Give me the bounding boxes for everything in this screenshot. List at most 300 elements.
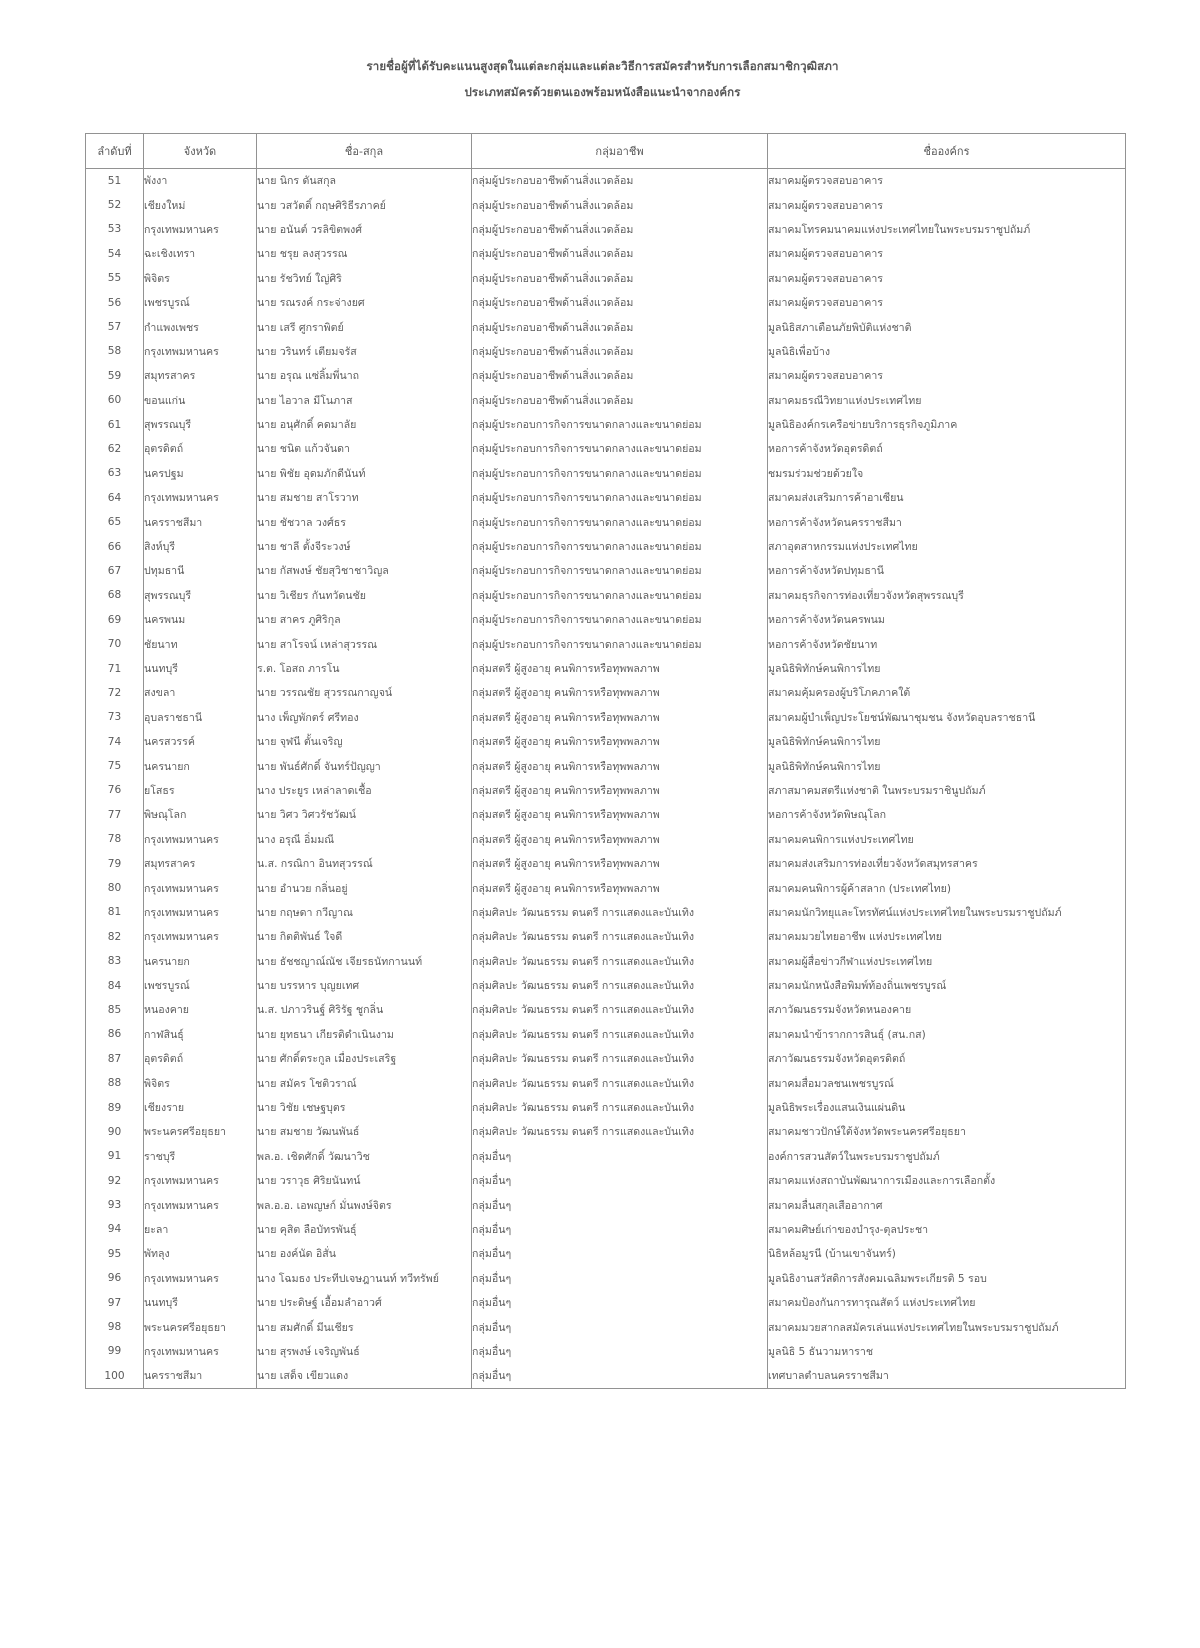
cell-name: นาย วรรณชัย สุวรรณกาญจน์ [257, 681, 472, 705]
cell-name: นาย สมชาย สาโรวาท [257, 486, 472, 510]
table-row [86, 1339, 1126, 1363]
table-row [86, 608, 1126, 632]
cell-province: นครนายก [144, 949, 257, 973]
cell-name: นาย ธัชชญาณ์ณัช เจียรธนัทกานนท์ [257, 949, 472, 973]
cell-occupation: กลุ่มอื่นๆ [472, 1266, 768, 1290]
cell-province: อุตรดิตถ์ [144, 437, 257, 461]
cell-province: สมุทรสาคร [144, 364, 257, 388]
cell-occupation: กลุ่มผู้ประกอบการกิจการขนาดกลางและขนาดย่อม [472, 608, 768, 632]
cell-province: กรุงเทพมหานคร [144, 217, 257, 241]
cell-province: นครพนม [144, 608, 257, 632]
cell-province: สมุทรสาคร [144, 851, 257, 875]
cell-organization: สภาอุตสาหกรรมแห่งประเทศไทย [768, 534, 1126, 558]
table-row [86, 851, 1126, 875]
cell-organization: สมาคมสื่อมวลชนเพชรบูรณ์ [768, 1071, 1126, 1095]
table-row [86, 1315, 1126, 1339]
cell-province: กำแพงเพชร [144, 315, 257, 339]
cell-occupation: กลุ่มผู้ประกอบอาชีพด้านสิ่งแวดล้อม [472, 217, 768, 241]
cell-province: พระนครศรีอยุธยา [144, 1120, 257, 1144]
cell-province: พิจิตร [144, 1071, 257, 1095]
cell-occupation: กลุ่มสตรี ผู้สูงอายุ คนพิการหรือทุพพลภาพ [472, 754, 768, 778]
cell-no: 99 [86, 1339, 144, 1363]
table-row [86, 315, 1126, 339]
cell-name: นาย เสด็จ เขียวแดง [257, 1364, 472, 1389]
cell-no: 89 [86, 1095, 144, 1119]
table-row [86, 437, 1126, 461]
cell-province: นครราชสีมา [144, 1364, 257, 1389]
table-row [86, 754, 1126, 778]
cell-organization: สภาวัฒนธรรมจังหวัดหนองคาย [768, 998, 1126, 1022]
cell-organization: สมาคมผู้ตรวจสอบอาคาร [768, 242, 1126, 266]
cell-name: นาย เสรี ศูกราพิตย์ [257, 315, 472, 339]
cell-organization: สมาคมมวยสากลสมัครเล่นแห่งประเทศไทยในพระบรมราชูปถัมภ์ [768, 1315, 1126, 1339]
cell-occupation: กลุ่มสตรี ผู้สูงอายุ คนพิการหรือทุพพลภาพ [472, 778, 768, 802]
cell-occupation: กลุ่มอื่นๆ [472, 1144, 768, 1168]
column-header-name: ชื่อ-สกุล [257, 133, 472, 168]
cell-no: 55 [86, 266, 144, 290]
cell-no: 54 [86, 242, 144, 266]
cell-occupation: กลุ่มอื่นๆ [472, 1242, 768, 1266]
cell-name: นาย วิชัย เชษฐบุตร [257, 1095, 472, 1119]
cell-no: 92 [86, 1169, 144, 1193]
cell-organization: สมาคมผู้สื่อข่าวกีฬาแห่งประเทศไทย [768, 949, 1126, 973]
cell-organization: มูลนิธิองค์กรเครือข่ายบริการธุรกิจภูมิภาค [768, 412, 1126, 436]
cell-province: นครสวรรค์ [144, 729, 257, 753]
cell-province: กรุงเทพมหานคร [144, 827, 257, 851]
cell-name: นาย อนันต์ วรลิขิตพงศ์ [257, 217, 472, 241]
cell-province: ยะลา [144, 1217, 257, 1241]
table-header-row [86, 133, 1126, 168]
cell-organization: สมาคมผู้ตรวจสอบอาคาร [768, 290, 1126, 314]
table-row [86, 632, 1126, 656]
cell-name: นาย กฤษดา กวีญาณ [257, 900, 472, 924]
cell-no: 100 [86, 1364, 144, 1389]
cell-province: อุตรดิตถ์ [144, 1047, 257, 1071]
cell-province: กรุงเทพมหานคร [144, 876, 257, 900]
cell-no: 52 [86, 193, 144, 217]
cell-name: นาย ประดิษฐ์ เอื้อมลำอาวศ์ [257, 1290, 472, 1314]
cell-no: 97 [86, 1290, 144, 1314]
table-row [86, 681, 1126, 705]
cell-occupation: กลุ่มผู้ประกอบอาชีพด้านสิ่งแวดล้อม [472, 388, 768, 412]
table-header [86, 133, 1126, 168]
cell-organization: ชมรมร่วมช่วยด้วยใจ [768, 461, 1126, 485]
cell-no: 53 [86, 217, 144, 241]
cell-province: ชัยนาท [144, 632, 257, 656]
cell-no: 79 [86, 851, 144, 875]
table-row [86, 925, 1126, 949]
cell-province: กรุงเทพมหานคร [144, 1339, 257, 1363]
cell-name: นาย บรรหาร บุญยเทศ [257, 973, 472, 997]
cell-province: สิงห์บุรี [144, 534, 257, 558]
cell-province: กรุงเทพมหานคร [144, 486, 257, 510]
cell-no: 85 [86, 998, 144, 1022]
cell-organization: สมาคมผู้ตรวจสอบอาคาร [768, 266, 1126, 290]
candidates-table [85, 133, 1126, 1390]
cell-organization: สมาคมชาวปักษ์ใต้จังหวัดพระนครศรีอยุธยา [768, 1120, 1126, 1144]
cell-name: นาย คุสิต ลือบัทรพันธุ์ [257, 1217, 472, 1241]
cell-province: ยโสธร [144, 778, 257, 802]
cell-occupation: กลุ่มศิลปะ วัฒนธรรม ดนตรี การแสดงและบันเทิง [472, 1047, 768, 1071]
cell-name: นาย องค์นัด อิสั่น [257, 1242, 472, 1266]
cell-name: นาย สุรพงษ์ เจริญพันธ์ [257, 1339, 472, 1363]
cell-name: นาย วรินทร์ เตียมจรัส [257, 339, 472, 363]
cell-organization: มูลนิธิงานสวัสดิการสังคมเฉลิมพระเกียรติ 5 รอบ [768, 1266, 1126, 1290]
table-row [86, 559, 1126, 583]
table-row [86, 900, 1126, 924]
cell-no: 63 [86, 461, 144, 485]
cell-occupation: กลุ่มสตรี ผู้สูงอายุ คนพิการหรือทุพพลภาพ [472, 803, 768, 827]
table-row [86, 998, 1126, 1022]
page-title [85, 58, 1120, 102]
cell-no: 59 [86, 364, 144, 388]
cell-organization: สมาคมผู้ตรวจสอบอาคาร [768, 193, 1126, 217]
cell-occupation: กลุ่มผู้ประกอบอาชีพด้านสิ่งแวดล้อม [472, 266, 768, 290]
cell-no: 96 [86, 1266, 144, 1290]
cell-province: นนทบุรี [144, 1290, 257, 1314]
cell-no: 80 [86, 876, 144, 900]
cell-occupation: กลุ่มสตรี ผู้สูงอายุ คนพิการหรือทุพพลภาพ [472, 705, 768, 729]
table-row [86, 290, 1126, 314]
cell-organization: สมาคมคนพิการแห่งประเทศไทย [768, 827, 1126, 851]
cell-province: หนองคาย [144, 998, 257, 1022]
cell-occupation: กลุ่มผู้ประกอบอาชีพด้านสิ่งแวดล้อม [472, 168, 768, 193]
cell-no: 71 [86, 656, 144, 680]
table-body [86, 168, 1126, 1389]
cell-name: นาย ชัชวาล วงศ์ธร [257, 510, 472, 534]
cell-organization: หอการค้าจังหวัดนครราชสีมา [768, 510, 1126, 534]
cell-name: ร.ต. โอสถ ภารโน [257, 656, 472, 680]
cell-organization: มูลนิธิพิทักษ์คนพิการไทย [768, 754, 1126, 778]
cell-no: 69 [86, 608, 144, 632]
cell-organization: หอการค้าจังหวัดอุตรดิตถ์ [768, 437, 1126, 461]
cell-occupation: กลุ่มผู้ประกอบอาชีพด้านสิ่งแวดล้อม [472, 315, 768, 339]
table-row [86, 1364, 1126, 1389]
cell-occupation: กลุ่มผู้ประกอบการกิจการขนาดกลางและขนาดย่อม [472, 486, 768, 510]
table-row [86, 583, 1126, 607]
cell-province: กรุงเทพมหานคร [144, 1169, 257, 1193]
cell-no: 75 [86, 754, 144, 778]
cell-organization: สมาคมธรณีวิทยาแห่งประเทศไทย [768, 388, 1126, 412]
cell-no: 68 [86, 583, 144, 607]
cell-organization: หอการค้าจังหวัดปทุมธานี [768, 559, 1126, 583]
cell-name: นาย วิเชียร กันทวัดนชัย [257, 583, 472, 607]
table-row [86, 193, 1126, 217]
cell-occupation: กลุ่มศิลปะ วัฒนธรรม ดนตรี การแสดงและบันเทิง [472, 1120, 768, 1144]
cell-name: น.ส. กรณิกา อินทสุวรรณ์ [257, 851, 472, 875]
cell-no: 93 [86, 1193, 144, 1217]
cell-province: เชียงราย [144, 1095, 257, 1119]
table-row [86, 778, 1126, 802]
table-row [86, 1169, 1126, 1193]
cell-occupation: กลุ่มสตรี ผู้สูงอายุ คนพิการหรือทุพพลภาพ [472, 681, 768, 705]
cell-no: 66 [86, 534, 144, 558]
column-header-no: ลำดับที่ [86, 133, 144, 168]
cell-no: 87 [86, 1047, 144, 1071]
cell-organization: สมาคมผู้ตรวจสอบอาคาร [768, 168, 1126, 193]
cell-province: นครปฐม [144, 461, 257, 485]
cell-occupation: กลุ่มผู้ประกอบการกิจการขนาดกลางและขนาดย่อม [472, 461, 768, 485]
cell-name: นาย วิศว วิศวรัชวัฒน์ [257, 803, 472, 827]
cell-organization: มูลนิธิสภาเตือนภัยพิบัติแห่งชาติ [768, 315, 1126, 339]
page-title-line1: รายชื่อผู้ที่ได้รับคะแนนสูงสุดในแต่ละกลุ่มและแต่ละวิธีการสมัครสำหรับการเลือกสมาชิกวุฒิสภา [366, 59, 839, 73]
cell-name: นาย อนุศักดิ์ คดมาลัย [257, 412, 472, 436]
table-row [86, 510, 1126, 534]
table-row [86, 1266, 1126, 1290]
cell-province: พิษณุโลก [144, 803, 257, 827]
cell-occupation: กลุ่มศิลปะ วัฒนธรรม ดนตรี การแสดงและบันเทิง [472, 1095, 768, 1119]
cell-occupation: กลุ่มศิลปะ วัฒนธรรม ดนตรี การแสดงและบันเทิง [472, 900, 768, 924]
cell-occupation: กลุ่มศิลปะ วัฒนธรรม ดนตรี การแสดงและบันเทิง [472, 925, 768, 949]
cell-province: เพชรบูรณ์ [144, 973, 257, 997]
table-row [86, 973, 1126, 997]
table-row [86, 1071, 1126, 1095]
cell-name: นาย อรุณ แซ่ลิ้มพี่นาถ [257, 364, 472, 388]
cell-occupation: กลุ่มอื่นๆ [472, 1364, 768, 1389]
cell-occupation: กลุ่มอื่นๆ [472, 1290, 768, 1314]
cell-organization: สภาสมาคมสตรีแห่งชาติ ในพระบรมราชินูปถัมภ์ [768, 778, 1126, 802]
cell-name: นาย จุฬนี ตั้นเจริญ [257, 729, 472, 753]
cell-no: 73 [86, 705, 144, 729]
cell-no: 91 [86, 1144, 144, 1168]
table-row [86, 729, 1126, 753]
table-row [86, 168, 1126, 193]
cell-occupation: กลุ่มผู้ประกอบอาชีพด้านสิ่งแวดล้อม [472, 339, 768, 363]
cell-name: นาง เพ็ญพักตร์ ศรีทอง [257, 705, 472, 729]
column-header-province: จังหวัด [144, 133, 257, 168]
cell-organization: สมาคมนำข้ารากการสินธุ์ (สน.กส) [768, 1022, 1126, 1046]
cell-occupation: กลุ่มศิลปะ วัฒนธรรม ดนตรี การแสดงและบันเทิง [472, 973, 768, 997]
cell-occupation: กลุ่มศิลปะ วัฒนธรรม ดนตรี การแสดงและบันเทิง [472, 1071, 768, 1095]
cell-occupation: กลุ่มอื่นๆ [472, 1217, 768, 1241]
cell-name: นาย พันธ์ศักดิ์ จันทร์ปัญญา [257, 754, 472, 778]
cell-organization: สมาคมลื่นสกุลเสืออากาศ [768, 1193, 1126, 1217]
cell-occupation: กลุ่มสตรี ผู้สูงอายุ คนพิการหรือทุพพลภาพ [472, 876, 768, 900]
table-row [86, 1193, 1126, 1217]
cell-province: ขอนแก่น [144, 388, 257, 412]
cell-name: นาย สมชาย วัฒนพันธ์ [257, 1120, 472, 1144]
cell-occupation: กลุ่มผู้ประกอบการกิจการขนาดกลางและขนาดย่อม [472, 583, 768, 607]
cell-organization: สมาคมโทรคมนาคมแห่งประเทศไทยในพระบรมราชูปถัมภ์ [768, 217, 1126, 241]
cell-name: นาย สาคร ภูศิริกุล [257, 608, 472, 632]
cell-no: 90 [86, 1120, 144, 1144]
cell-name: นาย พิชัย อุดมภักดีนันท์ [257, 461, 472, 485]
table-row [86, 1290, 1126, 1314]
table-row [86, 364, 1126, 388]
cell-name: นาย สาโรจน์ เหล่าสุวรรณ [257, 632, 472, 656]
cell-name: นาย สมศักดิ์ มีนเชียร [257, 1315, 472, 1339]
cell-organization: สมาคมผู้บำเพ็ญประโยชน์พัฒนาชุมชน จังหวัดอุบลราชธานี [768, 705, 1126, 729]
cell-occupation: กลุ่มอื่นๆ [472, 1169, 768, 1193]
table-row [86, 876, 1126, 900]
column-header-occupation: กลุ่มอาชีพ [472, 133, 768, 168]
cell-no: 51 [86, 168, 144, 193]
cell-no: 86 [86, 1022, 144, 1046]
cell-name: นาย ไอวาล มีโนภาส [257, 388, 472, 412]
cell-province: เพชรบูรณ์ [144, 290, 257, 314]
cell-occupation: กลุ่มผู้ประกอบการกิจการขนาดกลางและขนาดย่อม [472, 559, 768, 583]
cell-no: 64 [86, 486, 144, 510]
table-row [86, 486, 1126, 510]
cell-organization: นิธิหล้อมูรนี (บ้านเขาจันทร์) [768, 1242, 1126, 1266]
cell-no: 76 [86, 778, 144, 802]
table-row [86, 656, 1126, 680]
cell-no: 74 [86, 729, 144, 753]
cell-organization: มูลนิธิพิทักษ์คนพิการไทย [768, 729, 1126, 753]
cell-province: กรุงเทพมหานคร [144, 339, 257, 363]
cell-organization: เทศบาลตำบลนครราชสีมา [768, 1364, 1126, 1389]
cell-province: สงขลา [144, 681, 257, 705]
cell-occupation: กลุ่มศิลปะ วัฒนธรรม ดนตรี การแสดงและบันเทิง [472, 1022, 768, 1046]
cell-organization: สมาคมส่งเสริมการท่องเที่ยวจังหวัดสมุทรสาคร [768, 851, 1126, 875]
cell-organization: สมาคมแห่งสถาบันพัฒนาการเมืองและการเลือกตั้ง [768, 1169, 1126, 1193]
cell-name: นาย ชาลี ตั้งจีระวงษ์ [257, 534, 472, 558]
table-row [86, 1120, 1126, 1144]
table-row [86, 1217, 1126, 1241]
cell-no: 98 [86, 1315, 144, 1339]
cell-name: นาย สมัคร โชติวราณ์ [257, 1071, 472, 1095]
cell-no: 67 [86, 559, 144, 583]
cell-no: 58 [86, 339, 144, 363]
cell-province: พระนครศรีอยุธยา [144, 1315, 257, 1339]
cell-name: นาง โฉมธง ประทีปเจษฎานนท์ ทวีทรัพย์ [257, 1266, 472, 1290]
cell-name: พล.อ.อ. เอพญษก์ มั่นพงษ์จิตร [257, 1193, 472, 1217]
cell-occupation: กลุ่มผู้ประกอบการกิจการขนาดกลางและขนาดย่อม [472, 510, 768, 534]
cell-organization: องค์การสวนสัตว์ในพระบรมราชูปถัมภ์ [768, 1144, 1126, 1168]
cell-organization: สมาคมคนพิการผู้ค้าสลาก (ประเทศไทย) [768, 876, 1126, 900]
cell-province: กรุงเทพมหานคร [144, 900, 257, 924]
cell-no: 57 [86, 315, 144, 339]
cell-province: ปทุมธานี [144, 559, 257, 583]
cell-organization: สมาคมมวยไทยอาชีพ แห่งประเทศไทย [768, 925, 1126, 949]
cell-name: นาย ยุทธนา เกียรติดำเนินงาม [257, 1022, 472, 1046]
table-row [86, 534, 1126, 558]
cell-occupation: กลุ่มสตรี ผู้สูงอายุ คนพิการหรือทุพพลภาพ [472, 851, 768, 875]
cell-occupation: กลุ่มอื่นๆ [472, 1315, 768, 1339]
cell-name: พล.อ. เชิดศักดิ์ วัฒนาวิช [257, 1144, 472, 1168]
cell-name: นาย ชรุย ลงสุวรรณ [257, 242, 472, 266]
cell-no: 94 [86, 1217, 144, 1241]
cell-province: นนทบุรี [144, 656, 257, 680]
cell-occupation: กลุ่มผู้ประกอบอาชีพด้านสิ่งแวดล้อม [472, 290, 768, 314]
cell-name: นาง อรุณี อิ่มมณี [257, 827, 472, 851]
cell-no: 88 [86, 1071, 144, 1095]
cell-province: กาฬสินธุ์ [144, 1022, 257, 1046]
cell-name: นาย กิตติพันธ์ ใจดี [257, 925, 472, 949]
cell-name: นาง ประยูร เหล่าลาดเชื้อ [257, 778, 472, 802]
cell-occupation: กลุ่มสตรี ผู้สูงอายุ คนพิการหรือทุพพลภาพ [472, 827, 768, 851]
cell-province: เชียงใหม่ [144, 193, 257, 217]
cell-occupation: กลุ่มผู้ประกอบอาชีพด้านสิ่งแวดล้อม [472, 364, 768, 388]
cell-organization: หอการค้าจังหวัดพิษณุโลก [768, 803, 1126, 827]
cell-organization: มูลนิธิเพื่อบ้าง [768, 339, 1126, 363]
cell-no: 62 [86, 437, 144, 461]
cell-province: สุพรรณบุรี [144, 412, 257, 436]
table-row [86, 461, 1126, 485]
cell-name: นาย ชนิต แก้วจันดา [257, 437, 472, 461]
cell-occupation: กลุ่มศิลปะ วัฒนธรรม ดนตรี การแสดงและบันเทิง [472, 949, 768, 973]
cell-province: นครนายก [144, 754, 257, 778]
cell-occupation: กลุ่มผู้ประกอบการกิจการขนาดกลางและขนาดย่อม [472, 632, 768, 656]
cell-organization: สมาคมผู้ตรวจสอบอาคาร [768, 364, 1126, 388]
cell-province: กรุงเทพมหานคร [144, 1266, 257, 1290]
cell-name: น.ส. ปภาวรินฐ์ ศิริรัฐ ชูกลิ่น [257, 998, 472, 1022]
cell-organization: สมาคมนักวิทยุและโทรทัศน์แห่งประเทศไทยในพระบรมราชูปถัมภ์ [768, 900, 1126, 924]
table-row [86, 1095, 1126, 1119]
cell-no: 65 [86, 510, 144, 534]
cell-name: นาย นิกร ดันสกุล [257, 168, 472, 193]
cell-no: 77 [86, 803, 144, 827]
cell-no: 56 [86, 290, 144, 314]
table-row [86, 1242, 1126, 1266]
page-title-line2: ประเภทสมัครด้วยตนเองพร้อมหนังสือแนะนำจากองค์กร [464, 85, 741, 100]
cell-province: พังงา [144, 168, 257, 193]
cell-name: นาย รัชวิทย์ ใญ่ศิริ [257, 266, 472, 290]
cell-province: กรุงเทพมหานคร [144, 1193, 257, 1217]
cell-name: นาย อำนวย กลิ่นอยู่ [257, 876, 472, 900]
cell-occupation: กลุ่มศิลปะ วัฒนธรรม ดนตรี การแสดงและบันเทิง [472, 998, 768, 1022]
cell-organization: สมาคมคุ้มครองผู้บริโภคภาคใต้ [768, 681, 1126, 705]
cell-no: 72 [86, 681, 144, 705]
cell-name: นาย วสวัตติ์ กฤษศิริธีรภาคย์ [257, 193, 472, 217]
cell-occupation: กลุ่มผู้ประกอบการกิจการขนาดกลางและขนาดย่อม [472, 534, 768, 558]
table-row [86, 217, 1126, 241]
cell-organization: สมาคมป้องกันการทารุณสัตว์ แห่งประเทศไทย [768, 1290, 1126, 1314]
cell-occupation: กลุ่มอื่นๆ [472, 1339, 768, 1363]
cell-province: กรุงเทพมหานคร [144, 925, 257, 949]
cell-occupation: กลุ่มสตรี ผู้สูงอายุ คนพิการหรือทุพพลภาพ [472, 729, 768, 753]
cell-organization: สมาคมศิษย์เก่าของบำรุง-ตุลประชา [768, 1217, 1126, 1241]
table-row [86, 1047, 1126, 1071]
cell-no: 82 [86, 925, 144, 949]
cell-province: พิจิตร [144, 266, 257, 290]
cell-province: ราชบุรี [144, 1144, 257, 1168]
cell-organization: สมาคมธุรกิจการท่องเที่ยวจังหวัดสุพรรณบุรี [768, 583, 1126, 607]
cell-no: 95 [86, 1242, 144, 1266]
cell-occupation: กลุ่มผู้ประกอบอาชีพด้านสิ่งแวดล้อม [472, 242, 768, 266]
cell-name: นาย ศักดิ์ตระกูล เมื่องประเสริฐ [257, 1047, 472, 1071]
cell-name: นาย กัสพงษ์ ชัยสุวิชาชาวิญล [257, 559, 472, 583]
table-row [86, 388, 1126, 412]
cell-organization: มูลนิธิพิทักษ์คนพิการไทย [768, 656, 1126, 680]
cell-occupation: กลุ่มอื่นๆ [472, 1193, 768, 1217]
cell-no: 81 [86, 900, 144, 924]
cell-occupation: กลุ่มสตรี ผู้สูงอายุ คนพิการหรือทุพพลภาพ [472, 656, 768, 680]
cell-name: นาย รณรงค์ กระจ่างยศ [257, 290, 472, 314]
cell-province: ฉะเชิงเทรา [144, 242, 257, 266]
table-row [86, 339, 1126, 363]
table-row [86, 949, 1126, 973]
table-row [86, 412, 1126, 436]
cell-name: นาย วราวุธ ศิริยนันทน์ [257, 1169, 472, 1193]
cell-province: พัทลุง [144, 1242, 257, 1266]
cell-province: นครราชสีมา [144, 510, 257, 534]
table-row [86, 266, 1126, 290]
cell-province: สุพรรณบุรี [144, 583, 257, 607]
cell-no: 70 [86, 632, 144, 656]
table-row [86, 827, 1126, 851]
cell-no: 78 [86, 827, 144, 851]
cell-occupation: กลุ่มผู้ประกอบการกิจการขนาดกลางและขนาดย่อม [472, 437, 768, 461]
cell-organization: สมาคมนักหนังสือพิมพ์ท้องถิ่นเพชรบูรณ์ [768, 973, 1126, 997]
column-header-organization: ชื่อองค์กร [768, 133, 1126, 168]
cell-no: 61 [86, 412, 144, 436]
cell-no: 83 [86, 949, 144, 973]
cell-organization: สภาวัฒนธรรมจังหวัดอุตรดิตถ์ [768, 1047, 1126, 1071]
table-row [86, 1022, 1126, 1046]
cell-province: อุบลราชธานี [144, 705, 257, 729]
cell-organization: หอการค้าจังหวัดชัยนาท [768, 632, 1126, 656]
